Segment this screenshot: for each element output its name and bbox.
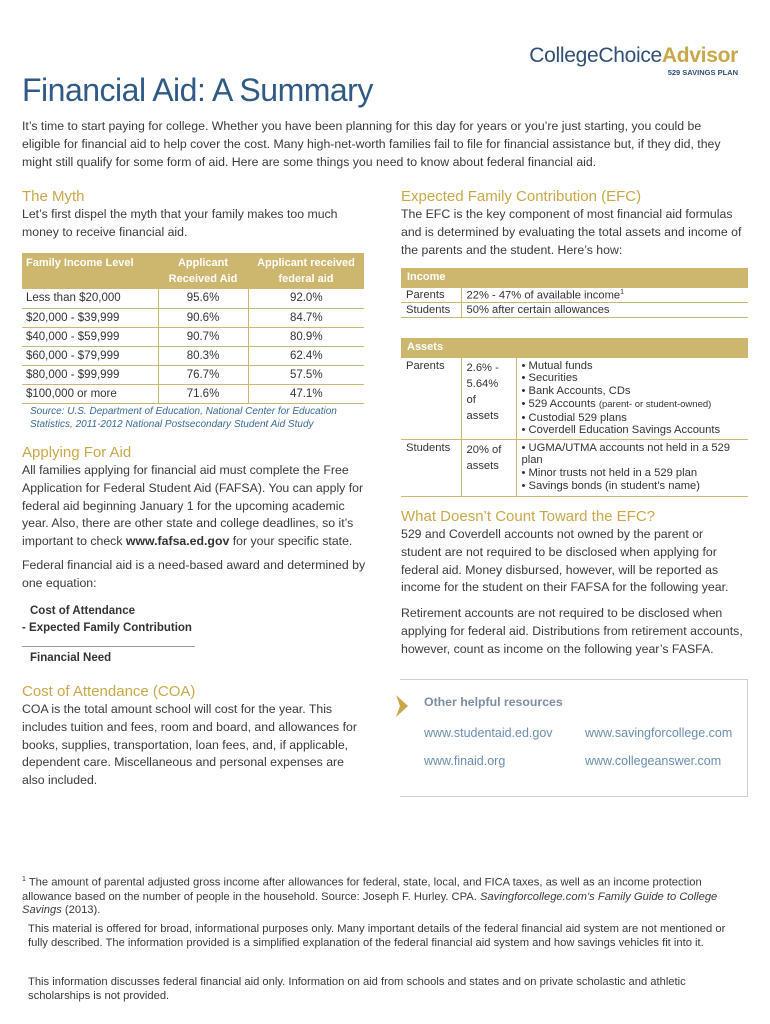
- brand-logo: [529, 44, 738, 77]
- table-cell: 84.7%: [248, 308, 364, 327]
- table-row: [22, 327, 364, 346]
- coa-heading: Cost of Attendance (COA): [22, 683, 196, 700]
- doesnt-count-text-2: Retirement accounts are not required to be disclosed when applying for federal aid. Distributions from retirement accounts, however, count as income on the following year’s FASFA.: [401, 606, 743, 656]
- list-item: • Minor trusts not held in a 529 plan: [522, 467, 744, 480]
- footnote-1: [22, 873, 742, 918]
- resource-link[interactable]: www.studentaid.ed.gov: [424, 726, 553, 740]
- table-cell: [516, 439, 748, 496]
- list-item: • Custodial 529 plans: [522, 412, 744, 425]
- footnote-italic: Savingforcollege.com’s Family Guide to College Savings: [22, 890, 718, 917]
- efc-text: The EFC is the key component of most financial aid formulas and is determined by evaluating the total assets and income of the parents and the student. Here’s how:: [401, 207, 742, 257]
- efc-assets-table: [401, 338, 748, 497]
- footnote-text: The amount of parental adjusted gross income after allowances for federal, state, local, and FICA taxes, as well as an income protection allowance based on the number of people in the household. Source: Joseph F. Hurley. CPA.: [22, 876, 702, 903]
- doesnt-count-text: 529 and Coverdell accounts not owned by the parent or student are not required to be disclosed when applying for federal aid. Money disbursed, however, will be reported as income for the student on their FAFSA for the following year.: [401, 527, 729, 595]
- income-header: Income: [401, 268, 748, 287]
- table-cell: 47.1%: [248, 384, 364, 403]
- applying-text-a: All families applying for financial aid must complete the Free Application for Federal Student Aid (FAFSA). You can apply for federal aid beginning January 1 for the upcoming academic year. Also, there are other state and college deadlines, so it’s important to check: [22, 463, 364, 549]
- efc-income-table: [401, 268, 748, 318]
- footnote-3: This information discusses federal financial aid only. Information on aid from schools and states and on private scholastic and athletic scholarships is not provided.: [28, 976, 686, 1002]
- list-item: • Savings bonds (in student’s name): [522, 480, 744, 493]
- table-cell: [516, 357, 748, 439]
- table-row: [22, 365, 364, 384]
- table-row: [22, 384, 364, 403]
- applying-heading: Applying For Aid: [22, 444, 132, 461]
- table-cell: [461, 287, 748, 303]
- myth-heading: The Myth: [22, 188, 85, 205]
- table-cell: Students: [401, 303, 461, 318]
- list-item: • Coverdell Education Savings Accounts: [522, 424, 744, 437]
- table-cell: 2.6% - 5.64% of assets: [461, 357, 516, 439]
- resource-link[interactable]: www.collegeanswer.com: [585, 754, 722, 768]
- table-cell: 90.7%: [158, 327, 248, 346]
- table-row: [401, 357, 748, 439]
- logo-subtitle: 529 SAVINGS PLAN: [667, 68, 738, 77]
- footnote-2: This material is offered for broad, informational purposes only. Many important details of the federal financial aid system are not mentioned or fully described. The information provided is a simplified explanation of the federal financial aid system and how savings vehicles fit into it.: [28, 923, 726, 949]
- table-cell: $60,000 - $79,999: [22, 346, 158, 365]
- applying-text-2: Federal financial aid is a need-based award and determined by one equation:: [22, 558, 366, 590]
- resource-link[interactable]: www.savingforcollege.com: [585, 726, 733, 740]
- table-cell: $40,000 - $59,999: [22, 327, 158, 346]
- table-cell: 50% after certain allowances: [461, 303, 748, 318]
- logo-brand-b: Advisor: [661, 44, 738, 67]
- parent-assets-list: [522, 360, 744, 438]
- list-item: • Bank Accounts, CDs: [522, 385, 744, 398]
- table-cell: 71.6%: [158, 384, 248, 403]
- myth-text: Let’s first dispel the myth that your family makes too much money to receive financial aid.: [22, 207, 338, 239]
- table-cell: $100,000 or more: [22, 384, 158, 403]
- table-cell: 92.0%: [248, 289, 364, 308]
- doesnt-count-heading: What Doesn’t Count Toward the EFC?: [401, 508, 656, 525]
- table-cell: Parents: [401, 357, 461, 439]
- applying-text: [22, 462, 367, 551]
- resources-title: Other helpful resources: [424, 695, 563, 709]
- list-item: • UGMA/UTMA accounts not held in a 529 plan: [522, 442, 744, 468]
- equation-line-2: - Expected Family Contribution: [22, 622, 192, 634]
- table-cell: $20,000 - $39,999: [22, 308, 158, 327]
- table-row: [22, 346, 364, 365]
- col-header: Applicant Received Aid: [158, 253, 248, 289]
- footnote-text-end: (2013).: [61, 904, 101, 917]
- table-cell: Parents: [401, 287, 461, 303]
- equation-divider: [22, 646, 195, 647]
- table-cell: 80.3%: [158, 346, 248, 365]
- footnote-ref: 1: [620, 288, 625, 296]
- table-cell: 90.6%: [158, 308, 248, 327]
- table-cell: 20% of assets: [461, 439, 516, 496]
- assets-header: Assets: [401, 338, 748, 357]
- footnote-mark: 1: [22, 876, 26, 883]
- table-cell: Students: [401, 439, 461, 496]
- equation-line-1: Cost of Attendance: [30, 605, 135, 617]
- table-row: [401, 303, 748, 318]
- table-cell: 62.4%: [248, 346, 364, 365]
- col-header: Family Income Level: [22, 253, 158, 289]
- logo-brand-a: CollegeChoice: [529, 44, 662, 67]
- table-row: [401, 287, 748, 303]
- table-cell: 76.7%: [158, 365, 248, 384]
- student-assets-list: [522, 442, 744, 493]
- page-title: Financial Aid: A Summary: [22, 72, 373, 108]
- table-cell: 80.9%: [248, 327, 364, 346]
- coa-text: COA is the total amount school will cost for the year. This includes tuition and fees, room and board, and allowances for books, supplies, transportation, loan fees, and, if applicable, dependent care. Miscellaneous and personal expenses are also included.: [22, 702, 357, 788]
- intro-paragraph: It’s time to start paying for college. Whether you have been planning for this day for years or you’re just starting, you could be eligible for financial aid to help cover the cost. Many high-net-worth families fail to file for financial assistance but, if they did, they might still qualify for some form of aid. Here are some things you need to know about federal financial aid.: [22, 119, 721, 169]
- list-item: [522, 398, 744, 412]
- list-item-note: (parent- or student-owned): [598, 398, 712, 410]
- table-cell: Less than $20,000: [22, 289, 158, 308]
- list-item: • Securities: [522, 372, 744, 385]
- table-cell: 95.6%: [158, 289, 248, 308]
- resource-link[interactable]: www.finaid.org: [424, 754, 506, 768]
- income-aid-table: [22, 253, 364, 404]
- table-row: [401, 439, 748, 496]
- table-cell: 57.5%: [248, 365, 364, 384]
- chevron-right-icon: [396, 695, 408, 717]
- table-source: Source: U.S. Department of Education, National Center for Education Statistics, 2011-2012 National Postsecondary Student Aid Study: [30, 406, 337, 430]
- table-cell: $80,000 - $99,999: [22, 365, 158, 384]
- table-cell-text: 22% - 47% of available income: [466, 289, 621, 302]
- applying-text-b: for your specific state.: [229, 534, 353, 549]
- equation-result: Financial Need: [30, 652, 112, 664]
- list-item: • Mutual funds: [522, 360, 744, 373]
- table-row: [22, 289, 364, 308]
- list-item-text: 529 Accounts: [528, 397, 596, 410]
- col-header: Applicant received federal aid: [248, 253, 364, 289]
- efc-heading: Expected Family Contribution (EFC): [401, 188, 642, 205]
- table-row: [22, 308, 364, 327]
- fafsa-link[interactable]: www.fafsa.ed.gov: [125, 534, 230, 549]
